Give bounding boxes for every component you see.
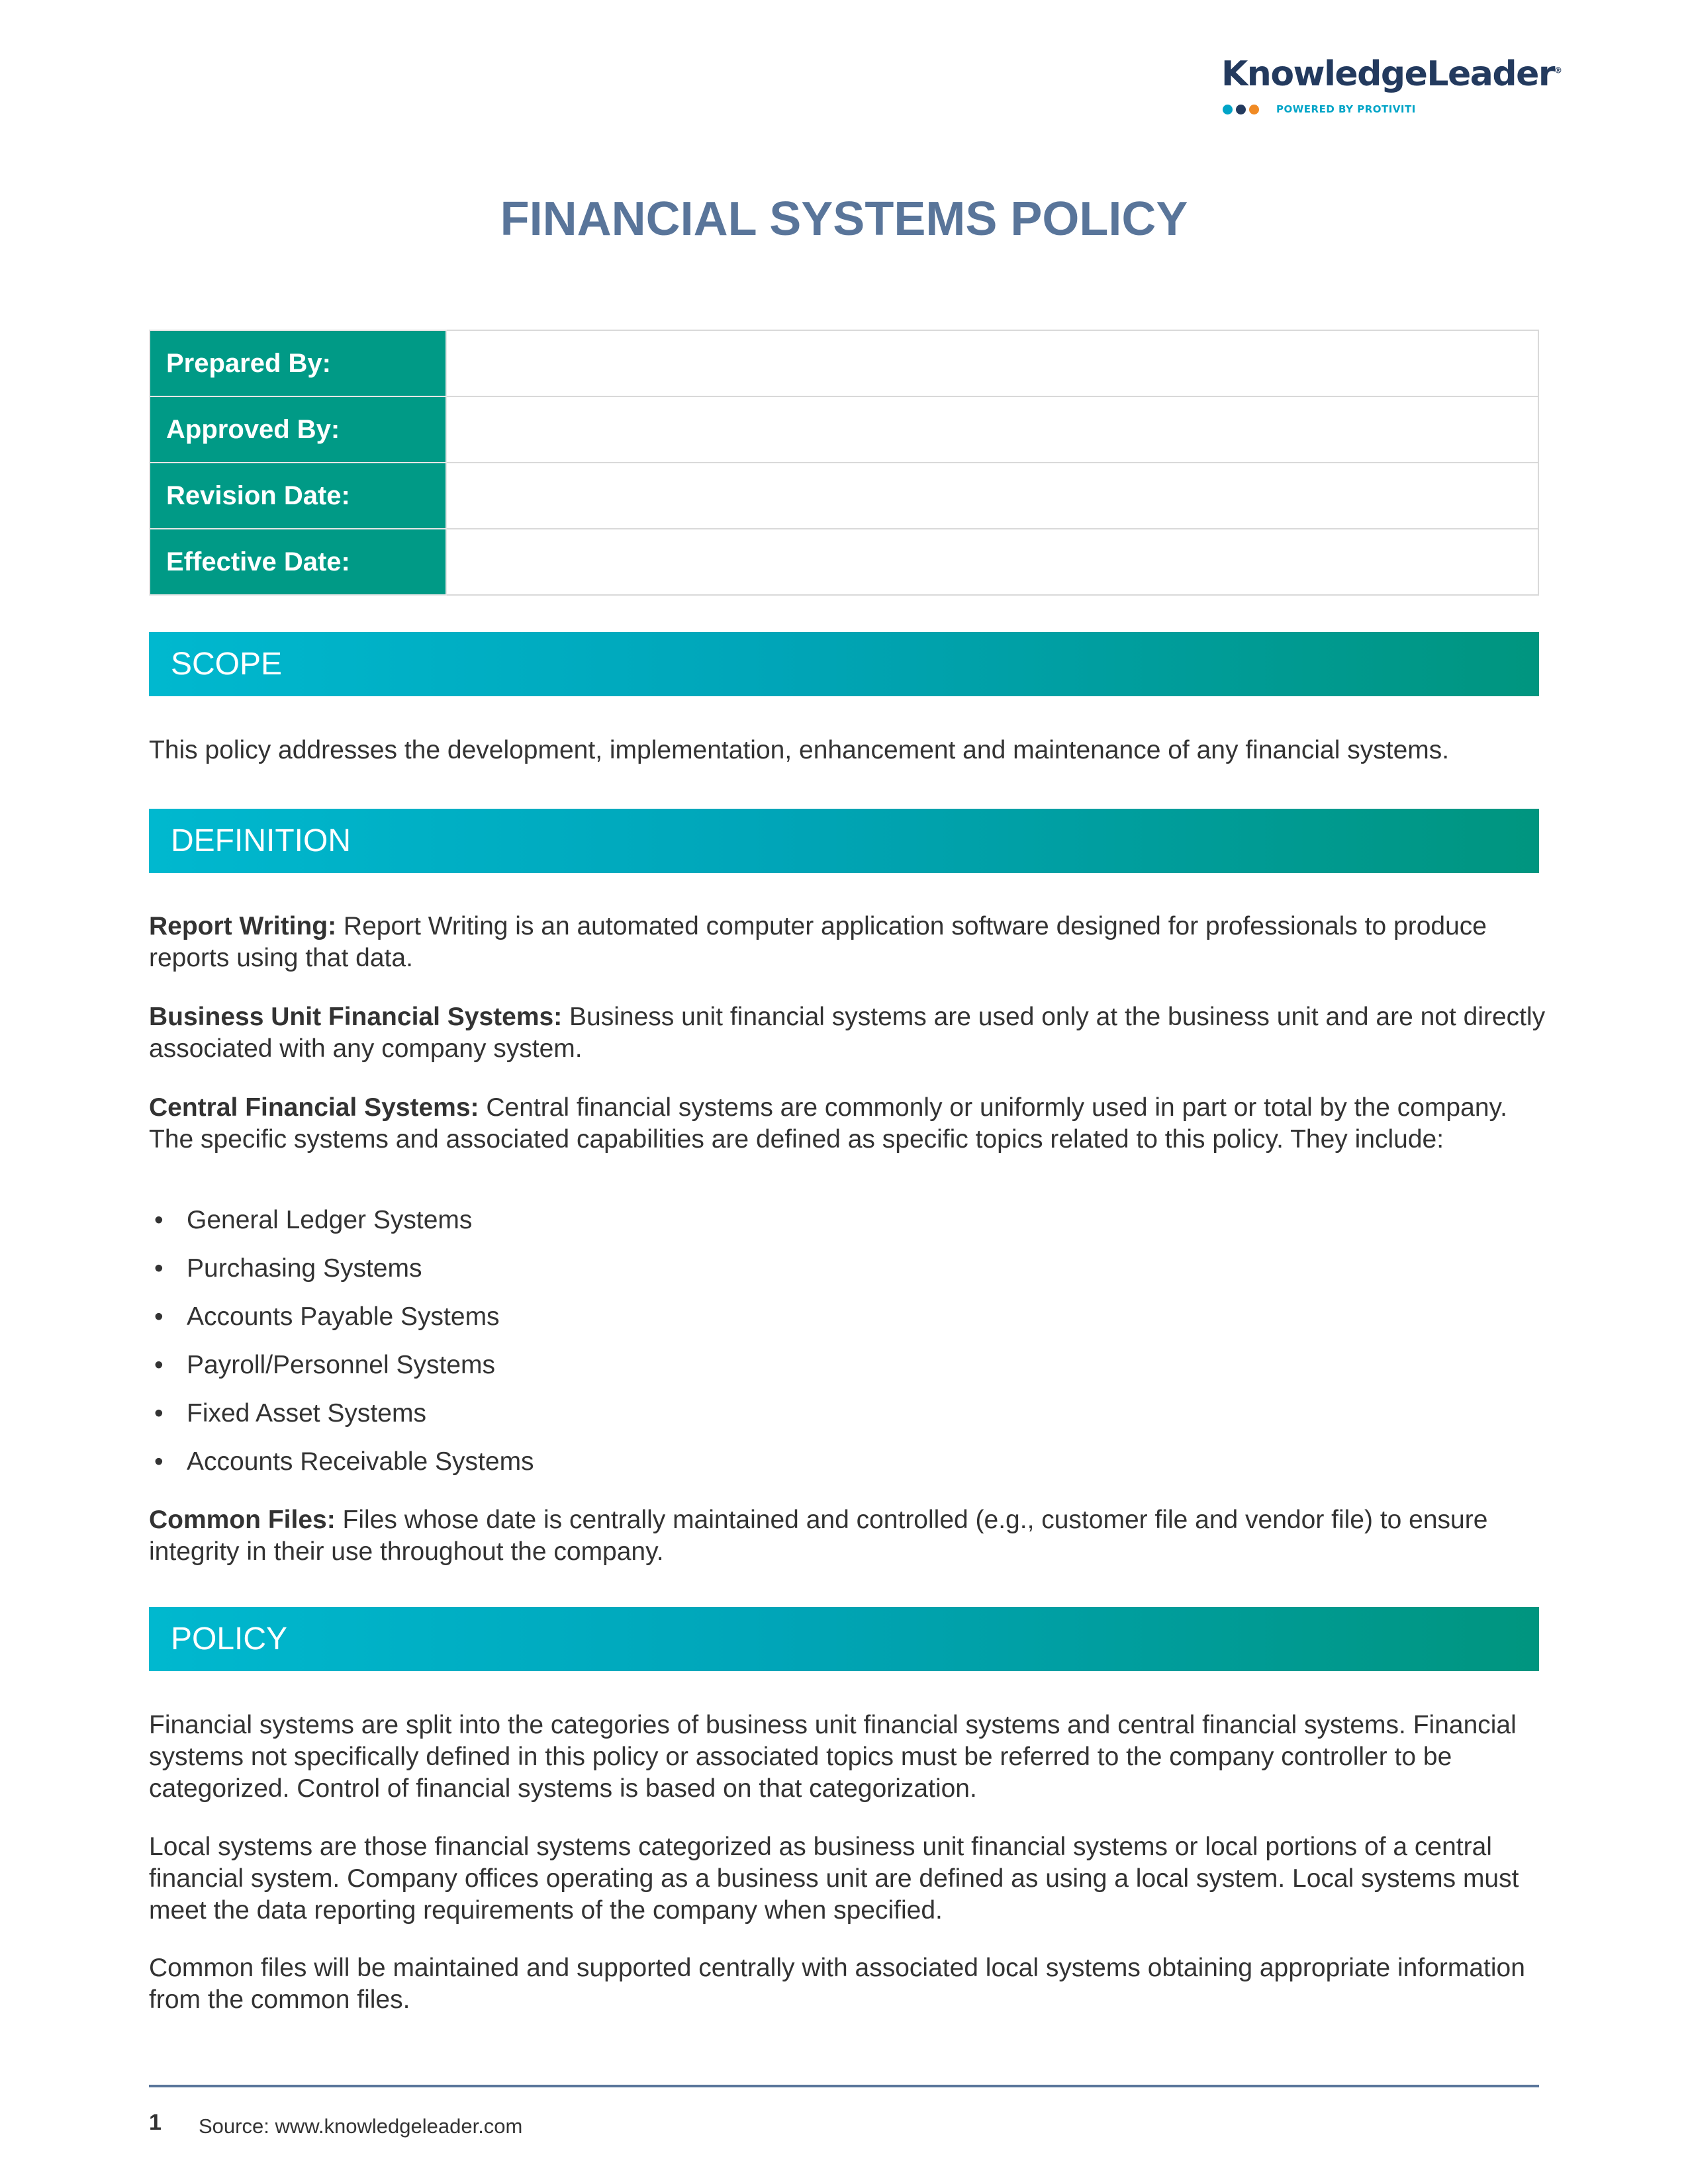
metadata-row xyxy=(150,396,1538,463)
definition-text: Report Writing is an automated computer application software designed for professionals to produce reports using that data. xyxy=(149,912,1487,972)
list-item: • Purchasing Systems xyxy=(149,1253,1539,1301)
definition-text: Business unit financial systems are used only at the business unit and are not directly associated with any company system. xyxy=(149,1003,1546,1063)
effective-date-value[interactable] xyxy=(446,529,1538,595)
scope-text: This policy addresses the development, implementation, enhancement and maintenance of any financial systems. xyxy=(149,736,1450,764)
logo-dots-icon xyxy=(1223,105,1259,114)
list-item: • Accounts Payable Systems xyxy=(149,1301,1539,1349)
definition-text: Central financial systems are commonly or uniformly used in part or total by the company. The specific systems and associated capabilities are defined as specific topics related to this policy. They include: xyxy=(149,1093,1507,1154)
logo-dot-blue xyxy=(1223,105,1233,114)
document-metadata-table xyxy=(149,330,1539,596)
definition-heading: DEFINITION xyxy=(149,809,1539,873)
prepared-by-value[interactable] xyxy=(446,330,1538,396)
metadata-row xyxy=(150,463,1538,529)
document-title: FINANCIAL SYSTEMS POLICY xyxy=(500,193,1188,246)
logo-dot-navy xyxy=(1236,105,1246,114)
definition-term: Central Financial Systems: xyxy=(149,1093,479,1122)
central-systems-list xyxy=(149,1205,1539,1494)
policy-paragraph: Local systems are those financial systems categorized as business unit financial systems or local portions of a central financial system. Company offices operating as a business unit are defined as using a local system. Local systems must meet the data reporting requirements of the company when specified. xyxy=(149,1833,1519,1925)
policy-paragraph: Common files will be maintained and supported centrally with associated local systems obtaining appropriate information from the common files. xyxy=(149,1954,1525,2014)
approved-by-value[interactable] xyxy=(446,396,1538,463)
registered-mark: ® xyxy=(1554,66,1562,75)
revision-date-label: Revision Date: xyxy=(150,463,446,529)
metadata-row xyxy=(150,529,1538,595)
definition-term: Report Writing: xyxy=(149,912,337,940)
logo-brand: KnowledgeLeader xyxy=(1221,54,1555,94)
metadata-row xyxy=(150,330,1538,396)
definition-report-writing xyxy=(149,911,1546,974)
list-item: • Payroll/Personnel Systems xyxy=(149,1349,1539,1398)
definition-text: Files whose date is centrally maintained and controlled (e.g., customer file and vendor file) to ensure integrity in their use throughout the company. xyxy=(149,1506,1488,1566)
effective-date-label: Effective Date: xyxy=(150,529,446,595)
prepared-by-label: Prepared By: xyxy=(150,330,446,396)
list-item: • General Ledger Systems xyxy=(149,1205,1539,1253)
definition-central-systems xyxy=(149,1092,1546,1156)
definition-business-unit-systems xyxy=(149,1001,1546,1065)
definition-term: Business Unit Financial Systems: xyxy=(149,1003,563,1031)
approved-by-label: Approved By: xyxy=(150,396,446,463)
logo-dot-orange xyxy=(1249,105,1259,114)
list-item: • Fixed Asset Systems xyxy=(149,1398,1539,1446)
policy-paragraph: Financial systems are split into the categories of business unit financial systems and central financial systems. Financial systems not specifically defined in this policy or associated topics must be referred to the company controller to be categorized. Control of financial systems is based on that categorization. xyxy=(149,1711,1517,1803)
policy-heading: POLICY xyxy=(149,1607,1539,1671)
page-number: 1 xyxy=(149,2110,162,2135)
knowledgeleader-logo xyxy=(1221,54,1562,127)
list-item: • Accounts Receivable Systems xyxy=(149,1446,1539,1494)
definition-common-files xyxy=(149,1504,1546,1568)
footer-source: Source: www.knowledgeleader.com xyxy=(199,2115,523,2138)
revision-date-value[interactable] xyxy=(446,463,1538,529)
footer-divider xyxy=(149,2085,1539,2087)
logo-powered-by: POWERED BY PROTIVITI xyxy=(1276,103,1416,115)
definition-term: Common Files: xyxy=(149,1506,336,1534)
scope-heading: SCOPE xyxy=(149,632,1539,696)
